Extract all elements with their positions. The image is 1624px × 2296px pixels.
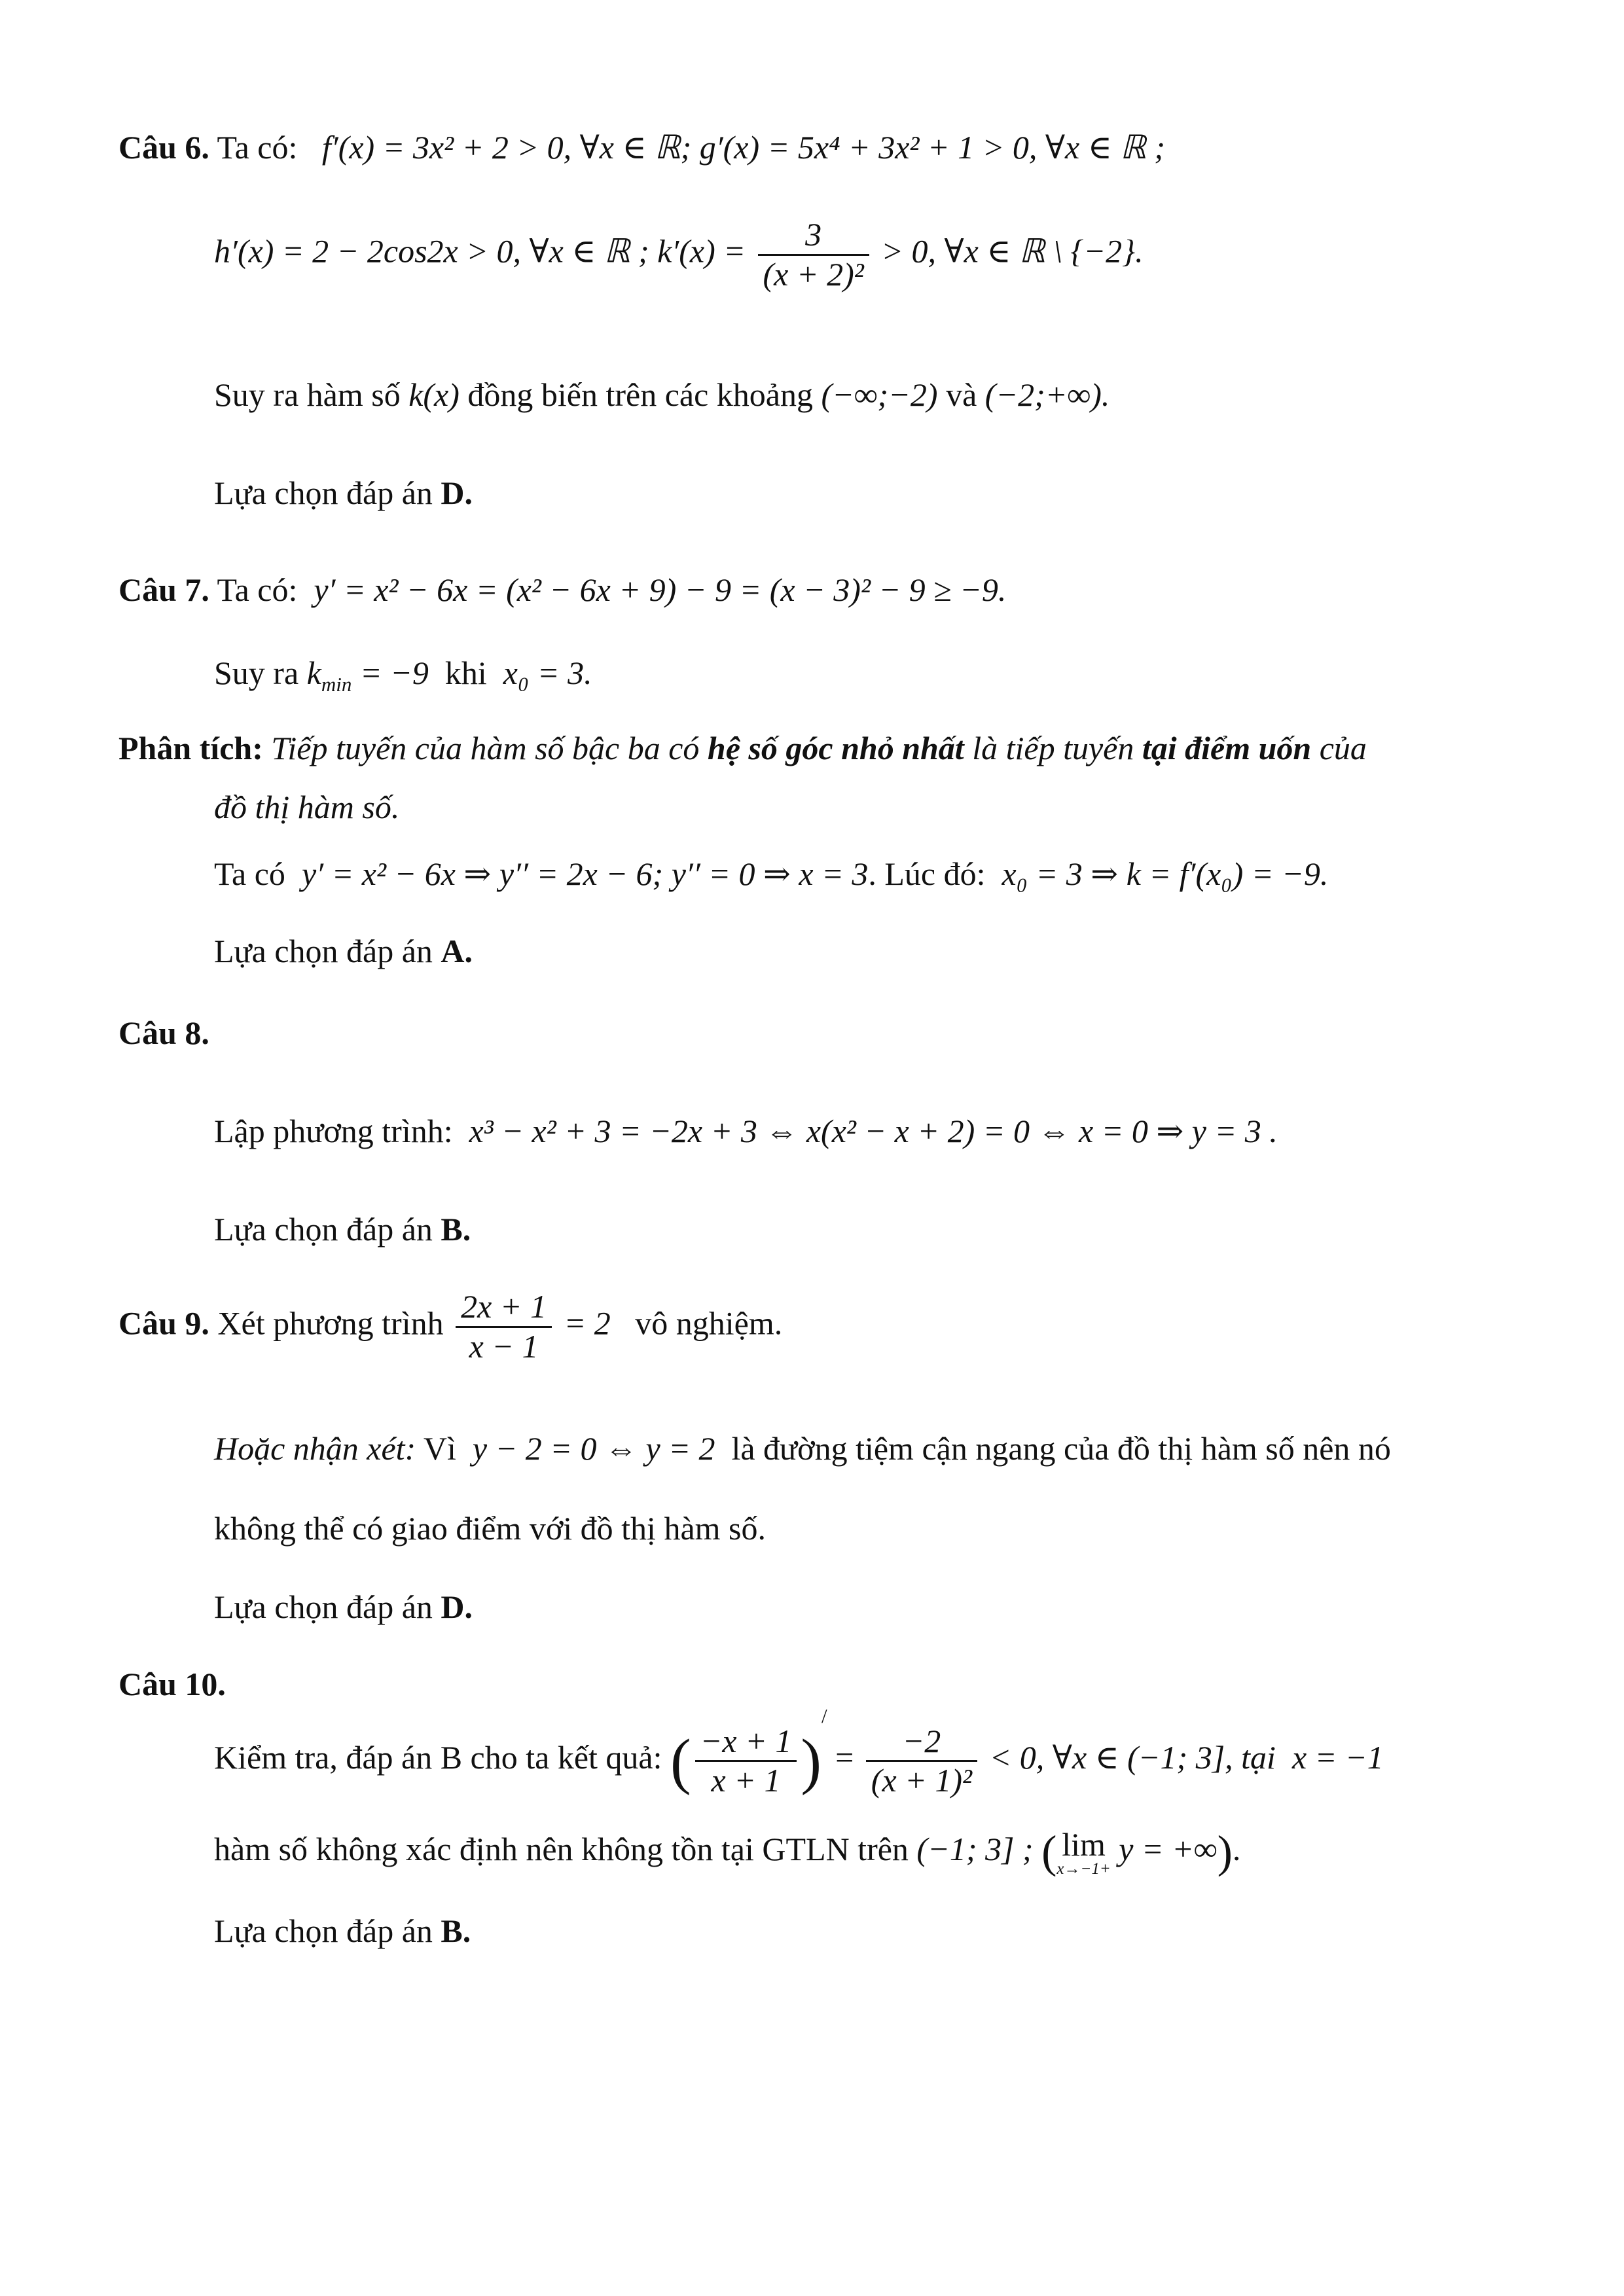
q6-choice bbox=[214, 476, 473, 509]
q7-analysis-e: của bbox=[1319, 730, 1367, 766]
q6-eq2-right: > 0, ∀x ∈ ℝ \ {−2}. bbox=[881, 232, 1144, 270]
q8-lap: Lập phương trình: bbox=[214, 1113, 453, 1149]
q7-line1 bbox=[118, 573, 1006, 606]
q10-lim-under: x→−1+ bbox=[1056, 1860, 1111, 1878]
q6-eq1: f′(x) = 3x² + 2 > 0, ∀x ∈ ℝ; g′(x) = 5x⁴ + 3x² + 1 > 0, ∀x ∈ ℝ ; bbox=[321, 129, 1165, 166]
q8-equation-line bbox=[214, 1115, 1278, 1147]
q7-choice-text: Lựa chọn đáp án bbox=[214, 933, 433, 969]
q9-vn: vô nghiệm. bbox=[635, 1304, 783, 1342]
q9-xet: Xét phương trình bbox=[217, 1304, 444, 1342]
q7-khi: khi bbox=[444, 655, 487, 691]
q6-frac-den: (x + 2)² bbox=[758, 254, 869, 294]
q6-conclusion-func: k(x) bbox=[408, 376, 460, 413]
q6-eq2-left: h′(x) = 2 − 2cos2x > 0, ∀x ∈ ℝ ; k′(x) = bbox=[214, 232, 746, 270]
q7-analysis-line2: đồ thị hàm số. bbox=[214, 789, 400, 825]
q8-choice-text: Lựa chọn đáp án bbox=[214, 1211, 433, 1247]
q9-label: Câu 9. bbox=[118, 1304, 209, 1342]
q10-line1 bbox=[214, 1706, 1384, 1800]
q9-note-vi: Vì bbox=[423, 1430, 456, 1467]
q6-interval2: (−2;+∞). bbox=[984, 376, 1110, 413]
q7-suy-ra: Suy ra bbox=[214, 655, 299, 691]
q6-conclusion-text: Suy ra hàm số bbox=[214, 376, 401, 413]
q7-ta-co: Ta có bbox=[214, 855, 285, 892]
q6-intro: Ta có: bbox=[217, 129, 298, 166]
q10-line2: hàm số không xác định nên không tồn tại GTLN trên (−1; 3] ; ( lim x→−1+ y = +∞). bbox=[214, 1826, 1241, 1878]
q8-choice-answer: B. bbox=[441, 1211, 471, 1247]
q10-paren-close: ) bbox=[801, 1726, 821, 1796]
q6-frac-num: 3 bbox=[805, 216, 822, 253]
q10-choice-text: Lựa chọn đáp án bbox=[214, 1912, 433, 1949]
q9-note-line1 bbox=[214, 1432, 1391, 1465]
q8-eq: x³ − x² + 3 = −2x + 3 ⇔ x(x² − x + 2) = 0 ⇔ x = 0 ⇒ y = 3 . bbox=[469, 1113, 1278, 1149]
q6-conclusion bbox=[214, 378, 1110, 411]
q10-limit bbox=[1056, 1828, 1110, 1877]
q7-analysis-a: Tiếp tuyến của hàm số bậc ba có bbox=[271, 730, 700, 766]
q9-choice bbox=[214, 1590, 473, 1623]
q7-label: Câu 7. bbox=[118, 571, 209, 608]
q6-line1 bbox=[118, 131, 1165, 164]
q7-analysis-line1 bbox=[118, 732, 1367, 764]
q10-at: x = −1 bbox=[1291, 1739, 1384, 1776]
q7-eq3: x₀ = 3 ⇒ k = f′(x₀) = −9. bbox=[1001, 855, 1329, 892]
q7-kmin-val: = −9 bbox=[359, 655, 429, 691]
q10-r-num: −2 bbox=[902, 1722, 941, 1759]
q10-label: Câu 10. bbox=[118, 1666, 226, 1702]
q9-note-line2: không thể có giao điểm với đồ thị hàm số. bbox=[214, 1510, 766, 1547]
q7-choice-answer: A. bbox=[441, 933, 473, 969]
q6-choice-text: Lựa chọn đáp án bbox=[214, 475, 433, 511]
q9-note-eq: y − 2 = 0 ⇔ y = 2 bbox=[472, 1430, 715, 1467]
q7-intro: Ta có: bbox=[217, 571, 298, 608]
q7-x0: x₀ = 3. bbox=[503, 655, 592, 691]
q8-label: Câu 8. bbox=[118, 1014, 209, 1051]
q7-analysis-label: Phân tích: bbox=[118, 730, 263, 766]
q9-choice-answer: D. bbox=[441, 1588, 473, 1625]
q7-eq2: y′ = x² − 6x ⇒ y′′ = 2x − 6; y′′ = 0 ⇒ x = 3 bbox=[301, 855, 869, 892]
q10-f-num: −x + 1 bbox=[700, 1722, 792, 1759]
q9-frac-den: x − 1 bbox=[456, 1326, 552, 1366]
q10-prime: / bbox=[821, 1704, 827, 1727]
q7-luc-do: . Lúc đó: bbox=[868, 855, 986, 892]
q7-analysis-b: hệ số góc nhỏ nhất bbox=[707, 730, 964, 766]
q10-interval: (−1; 3] ; bbox=[916, 1830, 1034, 1867]
q7-analysis-c: là tiếp tuyến bbox=[972, 730, 1134, 766]
q8-choice bbox=[214, 1213, 471, 1246]
q10-choice-answer: B. bbox=[441, 1912, 471, 1949]
q7-derivative-line bbox=[214, 857, 1328, 890]
q9-note-a: là đường tiệm cận ngang của đồ thị hàm số nên nó bbox=[731, 1430, 1391, 1467]
q10-lim-word: lim bbox=[1062, 1826, 1106, 1863]
q10-check: Kiểm tra, đáp án B cho ta kết quả: bbox=[214, 1739, 662, 1776]
q7-eq: y′ = x² − 6x = (x² − 6x + 9) − 9 = (x − 3)² − 9 ≥ −9. bbox=[314, 571, 1007, 608]
q9-fraction bbox=[456, 1288, 552, 1365]
q9-line1 bbox=[118, 1288, 782, 1365]
q6-and: và bbox=[946, 376, 977, 413]
q7-choice bbox=[214, 935, 473, 967]
q10-lim-paren-close: ) bbox=[1217, 1827, 1233, 1878]
q7-analysis-d: tại điểm uốn bbox=[1142, 730, 1312, 766]
q9-frac-num: 2x + 1 bbox=[461, 1288, 547, 1325]
q6-choice-answer: D. bbox=[441, 475, 473, 511]
q10-r-fraction bbox=[866, 1723, 977, 1800]
q9-choice-text: Lựa chọn đáp án bbox=[214, 1588, 433, 1625]
q10-cond: < 0, ∀x ∈ (−1; 3], tại bbox=[989, 1739, 1276, 1776]
q10-paren-open: ( bbox=[670, 1726, 691, 1796]
q6-interval1: (−∞;−2) bbox=[821, 376, 938, 413]
q10-line2-text: hàm số không xác định nên không tồn tại GTLN trên bbox=[214, 1830, 909, 1867]
q10-r-den: (x + 1)² bbox=[866, 1760, 977, 1800]
q6-line2 bbox=[214, 216, 1144, 293]
q7-kmin-sub: min bbox=[321, 673, 352, 696]
q7-kmin: k bbox=[306, 655, 321, 691]
q6-conclusion-mid: đồng biến trên các khoảng bbox=[467, 376, 813, 413]
q10-f-fraction bbox=[695, 1723, 797, 1800]
q6-fraction bbox=[758, 216, 869, 293]
q10-eq-sign: = bbox=[835, 1739, 854, 1776]
q10-f-den: x + 1 bbox=[695, 1760, 797, 1800]
q7-kmin-line bbox=[214, 656, 592, 694]
q10-choice bbox=[214, 1914, 471, 1947]
q10-lim-paren-open: ( bbox=[1041, 1827, 1057, 1878]
q9-eq-right: = 2 bbox=[564, 1304, 611, 1342]
q9-note-label: Hoặc nhận xét: bbox=[214, 1430, 416, 1467]
q6-label: Câu 6. bbox=[118, 129, 209, 166]
q10-lim-expr: y = +∞ bbox=[1119, 1830, 1218, 1867]
